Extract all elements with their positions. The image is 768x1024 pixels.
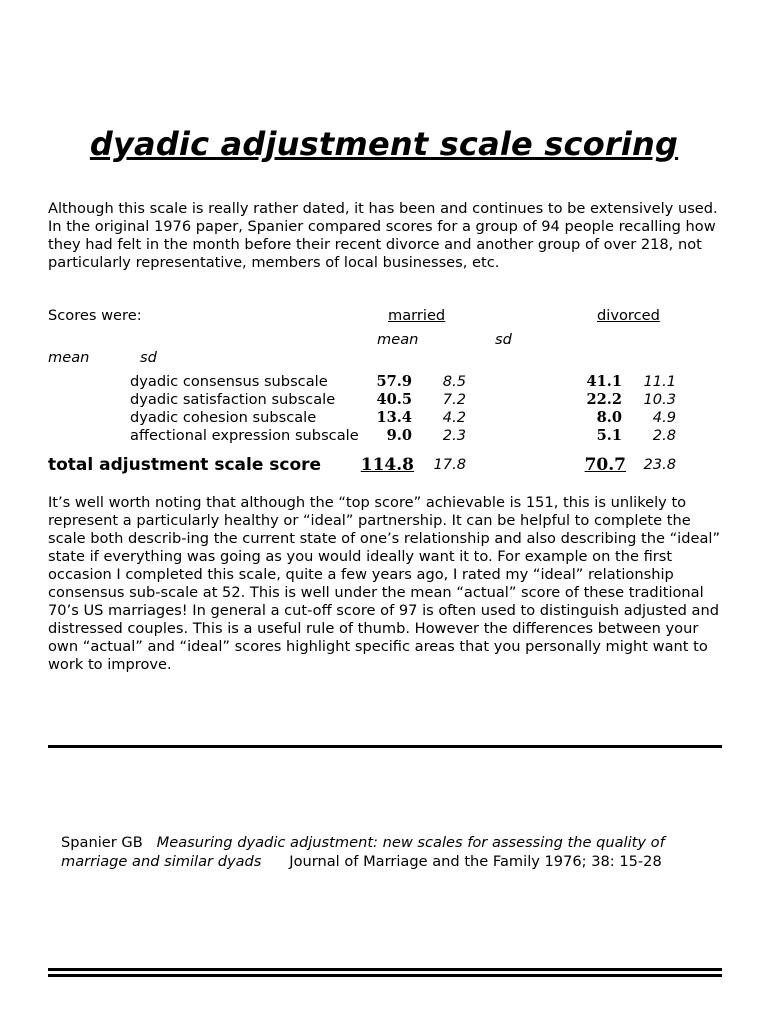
divorced-sd-header: sd	[140, 349, 157, 366]
total-married-mean: 114.8	[360, 455, 414, 475]
divorced-mean-value: 41.1	[586, 373, 622, 390]
reference-journal: Journal of Marriage and the Family 1976; 38: 15-28	[289, 853, 662, 870]
divorced-mean-value: 5.1	[596, 427, 622, 444]
footer-rule-bottom	[48, 974, 722, 977]
married-sd-value: 4.2	[442, 409, 466, 426]
total-label: total adjustment scale score	[48, 455, 322, 475]
section-divider	[48, 745, 722, 748]
discussion-paragraph: It’s well worth noting that although the “top score” achievable is 151, this is unlikely to represent a particularly healthy or “ideal” partnership. It can be helpful to complete the scale both describ-ing the current state of one’s relationship and also describing the “ideal” state if everything was going as you would ideally want it to. For example on the first occasion I completed this scale, quite a few years ago, I rated my “ideal” relationship consensus sub-scale at 52. This is well under the mean “actual” score of these traditional 70’s US marriages! In general a cut-off score of 97 is often used to distinguish adjusted and distressed couples. This is a useful rule of thumb. However the differences between your own “actual” and “ideal” scores highlight specific areas that you personally might want to work to improve.	[48, 494, 721, 673]
scores-label: Scores were:	[48, 307, 142, 324]
married-mean-header: mean	[377, 331, 419, 348]
divorced-sd-value: 2.8	[652, 427, 676, 444]
subscale-name: dyadic satisfaction subscale	[130, 391, 336, 408]
table-row	[0, 391, 768, 409]
married-mean-value: 13.4	[376, 409, 412, 426]
married-sd-header: sd	[495, 331, 512, 348]
subscale-name: dyadic cohesion subscale	[130, 409, 317, 426]
reference-author: Spanier GB	[61, 834, 143, 851]
married-sd-value: 8.5	[442, 373, 466, 390]
married-mean-value: 57.9	[376, 373, 412, 390]
intro-paragraph: Although this scale is really rather dated, it has been and continues to be extensively used. In the original 1976 paper, Spanier compared scores for a group of 94 people recalling how they had felt in the month before their recent divorce and another group of over 218, not particularly representative, members of local businesses, etc.	[48, 200, 718, 271]
divorced-sd-value: 11.1	[643, 373, 676, 390]
reference-title: Measuring dyadic adjustment: new scales for assessing the quality of marriage and similar dyads	[61, 834, 665, 870]
divorced-mean-header: mean	[48, 349, 90, 366]
married-mean-value: 40.5	[376, 391, 412, 408]
reference-citation	[61, 833, 731, 871]
divorced-header: divorced	[597, 307, 660, 324]
married-sd-value: 7.2	[442, 391, 466, 408]
page-title: dyadic adjustment scale scoring	[89, 125, 679, 163]
divorced-sd-value: 4.9	[652, 409, 676, 426]
married-mean-value: 9.0	[386, 427, 412, 444]
total-married-sd: 17.8	[433, 456, 466, 473]
divorced-sd-value: 10.3	[643, 391, 676, 408]
table-row	[0, 427, 768, 445]
total-row	[0, 454, 768, 476]
total-divorced-sd: 23.8	[643, 456, 676, 473]
married-sd-value: 2.3	[442, 427, 466, 444]
table-row	[0, 409, 768, 427]
footer-rule-top	[48, 968, 722, 971]
subscale-name: affectional expression subscale	[130, 427, 359, 444]
subscale-name: dyadic consensus subscale	[130, 373, 328, 390]
total-divorced-mean: 70.7	[584, 455, 626, 475]
married-header: married	[388, 307, 446, 324]
table-row	[0, 373, 768, 391]
divorced-mean-value: 22.2	[586, 391, 622, 408]
divorced-mean-value: 8.0	[596, 409, 622, 426]
